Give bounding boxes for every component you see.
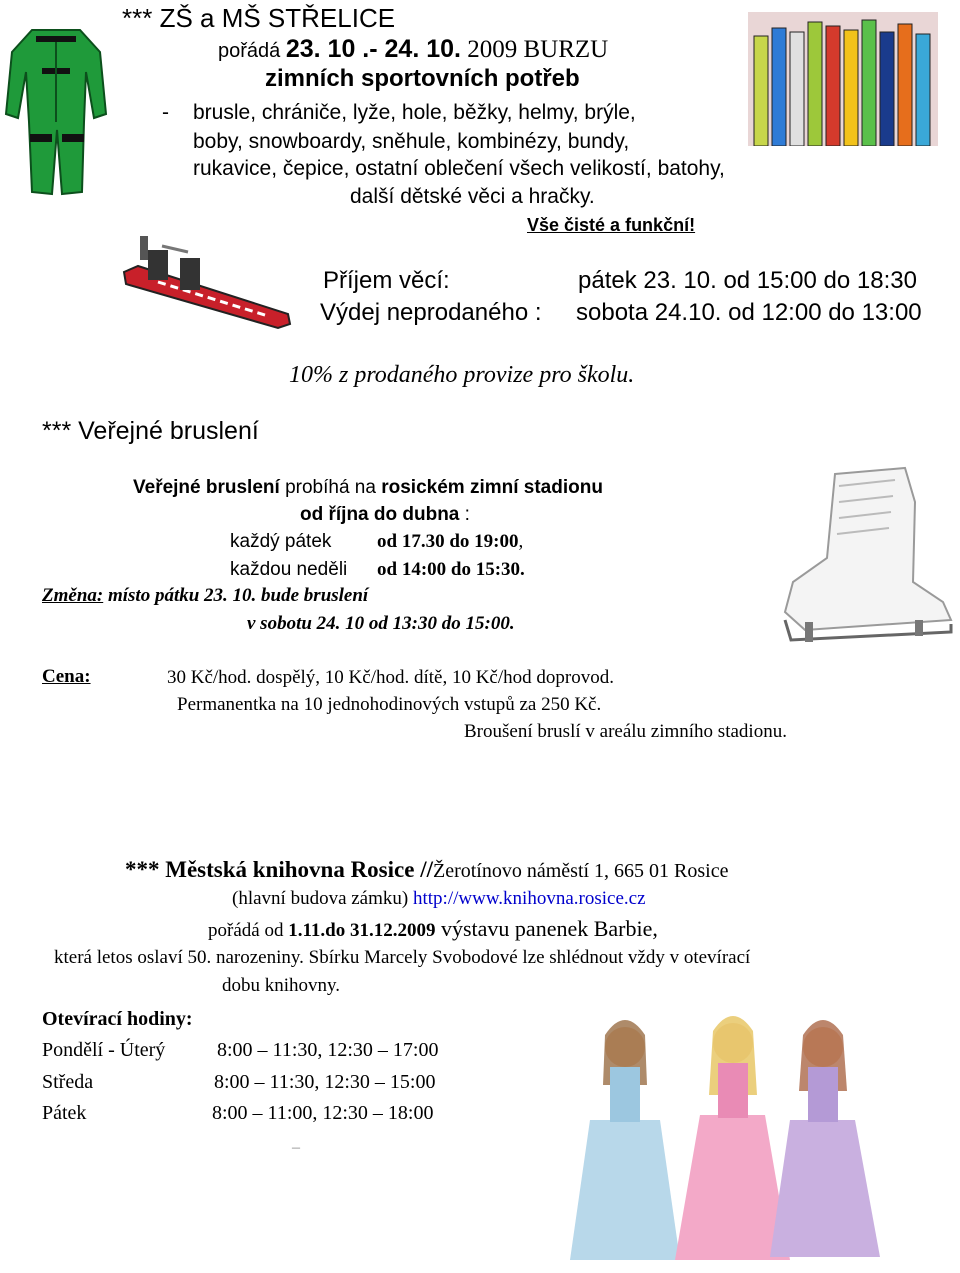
hours-row-time: 8:00 – 11:00, 12:30 – 18:00 xyxy=(212,1102,434,1124)
library-location xyxy=(232,889,646,908)
burza-prefix: pořádá xyxy=(218,40,286,62)
stray-dash: – xyxy=(292,1139,300,1156)
burza-subtitle: zimních sportovních potřeb xyxy=(265,65,580,92)
library-exhibition-prefix: pořádá od xyxy=(208,920,289,941)
library-heading xyxy=(125,858,729,881)
ice-skate-picture xyxy=(765,462,957,657)
burza-commission: 10% z prodaného provize pro školu. xyxy=(289,362,635,388)
burza-dates-line xyxy=(218,37,608,62)
library-exhibition-title: výstavu panenek Barbie, xyxy=(435,916,658,941)
skating-change-text: místo pátku 23. 10. bude bruslení xyxy=(103,585,369,606)
snowboard-picture xyxy=(118,228,298,338)
skating-change-date: v sobotu 24. 10 od 13:30 do 15:00. xyxy=(247,613,515,634)
library-description-end: dobu knihovny. xyxy=(222,975,341,996)
burza-receive-value: pátek 23. 10. od 15:00 do 18:30 xyxy=(578,267,917,294)
burza-items-line4: další dětské věci a hračky. xyxy=(350,185,595,208)
burza-suffix: 2009 BURZU xyxy=(460,36,609,63)
burza-dates: 23. 10 .- 24. 10. xyxy=(285,35,461,63)
library-hours-heading: Otevírací hodiny: xyxy=(42,1008,193,1030)
skating-season-colon: : xyxy=(459,504,470,525)
skating-change xyxy=(42,586,368,605)
burza-items-dash: - xyxy=(162,101,169,124)
library-exhibition xyxy=(208,918,658,940)
skating-sunday-label: každou neděli xyxy=(230,559,348,580)
skating-change-label: Změna: xyxy=(42,585,104,606)
skating-friday-time xyxy=(377,532,523,551)
skating-price-line2: Permanentka na 10 jednohodinových vstupů za 250 Kč. xyxy=(177,694,602,715)
skating-season xyxy=(300,505,470,524)
skating-intro-stadium: rosickém zimní stadionu xyxy=(381,477,603,498)
burza-return-label: Výdej neprodaného : xyxy=(320,299,542,326)
library-heading-name: *** Městská knihovna Rosice // xyxy=(125,857,433,882)
skating-price-line3: Broušení bruslí v areálu zimního stadionu. xyxy=(464,721,787,742)
burza-items-line2: boby, snowboardy, sněhule, kombinézy, bundy, xyxy=(193,130,630,153)
library-exhibition-dates: 1.11.do 31.12.2009 xyxy=(288,920,436,941)
library-description: která letos oslaví 50. narozeniny. Sbírku Marcely Svobodové lze shlédnout vždy v otevírací xyxy=(54,947,751,968)
burza-return-value: sobota 24.10. od 12:00 do 13:00 xyxy=(576,299,922,326)
library-url[interactable]: http://www.knihovna.rosice.cz xyxy=(412,888,646,909)
burza-items-line1: brusle, chrániče, lyže, hole, běžky, helmy, brýle, xyxy=(193,101,636,124)
barbie-dolls-picture xyxy=(565,995,885,1265)
skating-intro-public: Veřejné bruslení xyxy=(133,477,280,498)
hours-row-day: Pátek xyxy=(42,1102,87,1124)
library-building: (hlavní budova zámku) xyxy=(232,888,413,909)
hours-row-time: 8:00 – 11:30, 12:30 – 15:00 xyxy=(214,1071,436,1093)
skating-price-label: Cena: xyxy=(42,666,91,687)
hours-row-day: Pondělí - Úterý xyxy=(42,1039,166,1061)
burza-items-line3: rukavice, čepice, ostatní oblečení všech velikostí, batohy, xyxy=(193,157,725,180)
burza-clean-note: Vše čisté a funkční! xyxy=(527,215,696,235)
burza-receive-label: Příjem věcí: xyxy=(323,267,450,294)
hours-row-day: Středa xyxy=(42,1071,94,1093)
skis-picture xyxy=(748,12,938,146)
skating-intro xyxy=(133,478,603,497)
ski-suit-picture xyxy=(2,22,110,202)
skating-friday-comma: , xyxy=(518,531,524,552)
skating-season-months: od října do dubna xyxy=(300,504,460,525)
skating-friday-label: každý pátek xyxy=(230,531,332,552)
skating-sunday-time: od 14:00 do 15:30. xyxy=(377,559,525,580)
skating-friday-hours: od 17.30 do 19:00 xyxy=(377,531,519,552)
skating-intro-mid: probíhá na xyxy=(279,477,382,498)
library-address: Žerotínovo náměstí 1, 665 01 Rosice xyxy=(432,860,729,882)
skating-price-line1: 30 Kč/hod. dospělý, 10 Kč/hod. dítě, 10 Kč/hod doprovod. xyxy=(167,667,614,688)
skating-heading: *** Veřejné bruslení xyxy=(42,417,259,445)
burza-heading: *** ZŠ a MŠ STŘELICE xyxy=(122,3,396,33)
hours-row-time: 8:00 – 11:30, 12:30 – 17:00 xyxy=(217,1039,439,1061)
